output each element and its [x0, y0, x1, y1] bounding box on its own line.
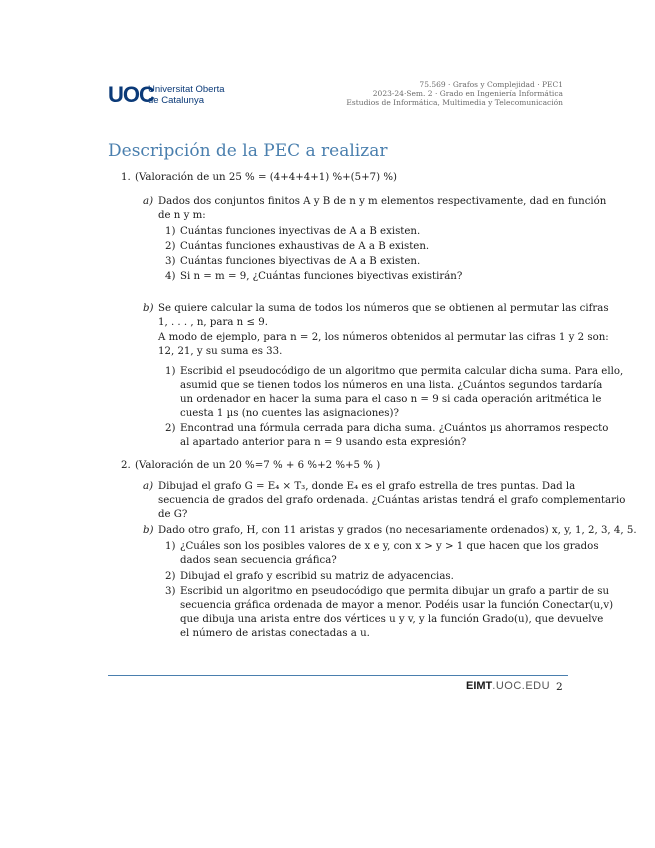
q1a-item-4: Si n = m = 9, ¿Cuántas funciones biyectivas existirán?: [180, 271, 463, 282]
q1a-item-4-num: 4): [165, 271, 176, 282]
q1b-item-1-line-4: cuesta 1 µs (no cuentes las asignaciones)?: [180, 408, 399, 419]
q2b-item-3-line-2: secuencia gráfica ordenada de mayor a menor. Podéis usar la función Conectar(u,v): [180, 600, 614, 611]
q1a-item-1: Cuántas funciones inyectivas de A a B existen.: [180, 226, 421, 237]
q1a-item-1-num: 1): [165, 226, 176, 237]
logo-line-1: Universitat Oberta: [148, 84, 225, 95]
uoc-logo: [108, 82, 226, 108]
q1a-label: a): [143, 196, 154, 207]
q1b-line-2: 1, . . . , n, para n ≤ 9.: [158, 317, 268, 328]
q1b-line-4: 12, 21, y su suma es 33.: [158, 346, 283, 357]
q1a-item-2-num: 2): [165, 241, 176, 252]
page-number: 2: [556, 681, 563, 693]
q1b-line-1: Se quiere calcular la suma de todos los números que se obtienen al permutar las cifras: [158, 303, 609, 314]
q1a-item-3-num: 3): [165, 256, 176, 267]
q2b-item-3-num: 3): [165, 586, 176, 597]
q2a-line-1: Dibujad el grafo G = E₄ × T₃, donde E₄ es el grafo estrella de tres puntas. Dad la: [158, 481, 576, 492]
q1a-item-3: Cuántas funciones biyectivas de A a B existen.: [180, 256, 421, 267]
q2b-line-1: Dado otro grafo, H, con 11 aristas y grados (no necesariamente ordenados) x, y, 1, 2, 3, 4, 5.: [158, 525, 637, 536]
q1b-line-3: A modo de ejemplo, para n = 2, los números obtenidos al permutar las cifras 1 y 2 son:: [158, 332, 609, 343]
q2b-item-1-line-2: dados sean secuencia gráfica?: [180, 555, 337, 566]
q2b-item-3-line-4: el número de aristas conectadas a u.: [180, 628, 370, 639]
footer-divider: [108, 675, 568, 676]
q1b-item-1-line-3: un ordenador en hacer la suma para el caso n = 9 si cada operación aritmética le: [180, 394, 602, 405]
q1b-item-1-num: 1): [165, 366, 176, 377]
q2a-line-2: secuencia de grados del grafo ordenada. ¿Cuántas aristas tendrá el grafo complementario: [158, 495, 626, 506]
q2b-item-2-line-1: Dibujad el grafo y escribid su matriz de adyacencias.: [180, 571, 454, 582]
header-course: 75.569 · Grafos y Complejidad · PEC1: [419, 80, 563, 89]
section-title: Descripción de la PEC a realizar: [108, 141, 388, 161]
footer-brand-bold: EIMT: [466, 680, 493, 692]
q1b-item-2-num: 2): [165, 423, 176, 434]
q2b-item-1-num: 1): [165, 541, 176, 552]
q2a-line-3: de G?: [158, 509, 188, 520]
q2a-label: a): [143, 481, 154, 492]
header-faculty: Estudios de Informática, Multimedia y Telecomunicación: [346, 98, 563, 107]
q2b-item-2-num: 2): [165, 571, 176, 582]
uoc-logo-mark: UOC: [108, 82, 154, 107]
q2b-item-3-line-3: que dibuja una arista entre dos vértices u y v, y la función Grado(u), que devuelve: [180, 614, 604, 625]
q2b-item-3-line-1: Escribid un algoritmo en pseudocódigo que permita dibujar un grafo a partir de su: [180, 586, 610, 597]
q1a-line-2: de n y m:: [158, 210, 206, 221]
q1b-item-2-line-2: al apartado anterior para n = 9 usando esta expresión?: [180, 437, 467, 448]
q1a-item-2: Cuántas funciones exhaustivas de A a B existen.: [180, 241, 430, 252]
q1-number: 1.: [121, 172, 131, 183]
header-semester: 2023-24·Sem. 2 · Grado en Ingeniería Informática: [372, 89, 563, 98]
q1b-item-2-line-1: Encontrad una fórmula cerrada para dicha suma. ¿Cuántos µs ahorramos respecto: [180, 423, 609, 434]
q1b-label: b): [143, 303, 154, 314]
logo-line-2: de Catalunya: [148, 95, 204, 106]
uoc-logo-text: [148, 84, 225, 106]
q1-heading: (Valoración de un 25 % = (4+4+4+1) %+(5+7) %): [135, 172, 398, 183]
q2b-item-1-line-1: ¿Cuáles son los posibles valores de x e y, con x > y > 1 que hacen que los grados: [180, 541, 599, 552]
q2-number: 2.: [121, 460, 131, 471]
q2b-label: b): [143, 525, 154, 536]
q1a-line-1: Dados dos conjuntos finitos A y B de n y m elementos respectivamente, dad en función: [158, 196, 607, 207]
footer-brand: [466, 680, 550, 692]
q1b-item-1-line-1: Escribid el pseudocódigo de un algoritmo que permita calcular dicha suma. Para ello,: [180, 366, 624, 377]
q1b-item-1-line-2: asumid que se tienen todos los números en una lista. ¿Cuántos segundos tardaría: [180, 380, 603, 391]
q2-heading: (Valoración de un 20 %=7 % + 6 %+2 %+5 % ): [135, 460, 381, 471]
footer-brand-rest: .UOC.EDU: [492, 680, 551, 692]
